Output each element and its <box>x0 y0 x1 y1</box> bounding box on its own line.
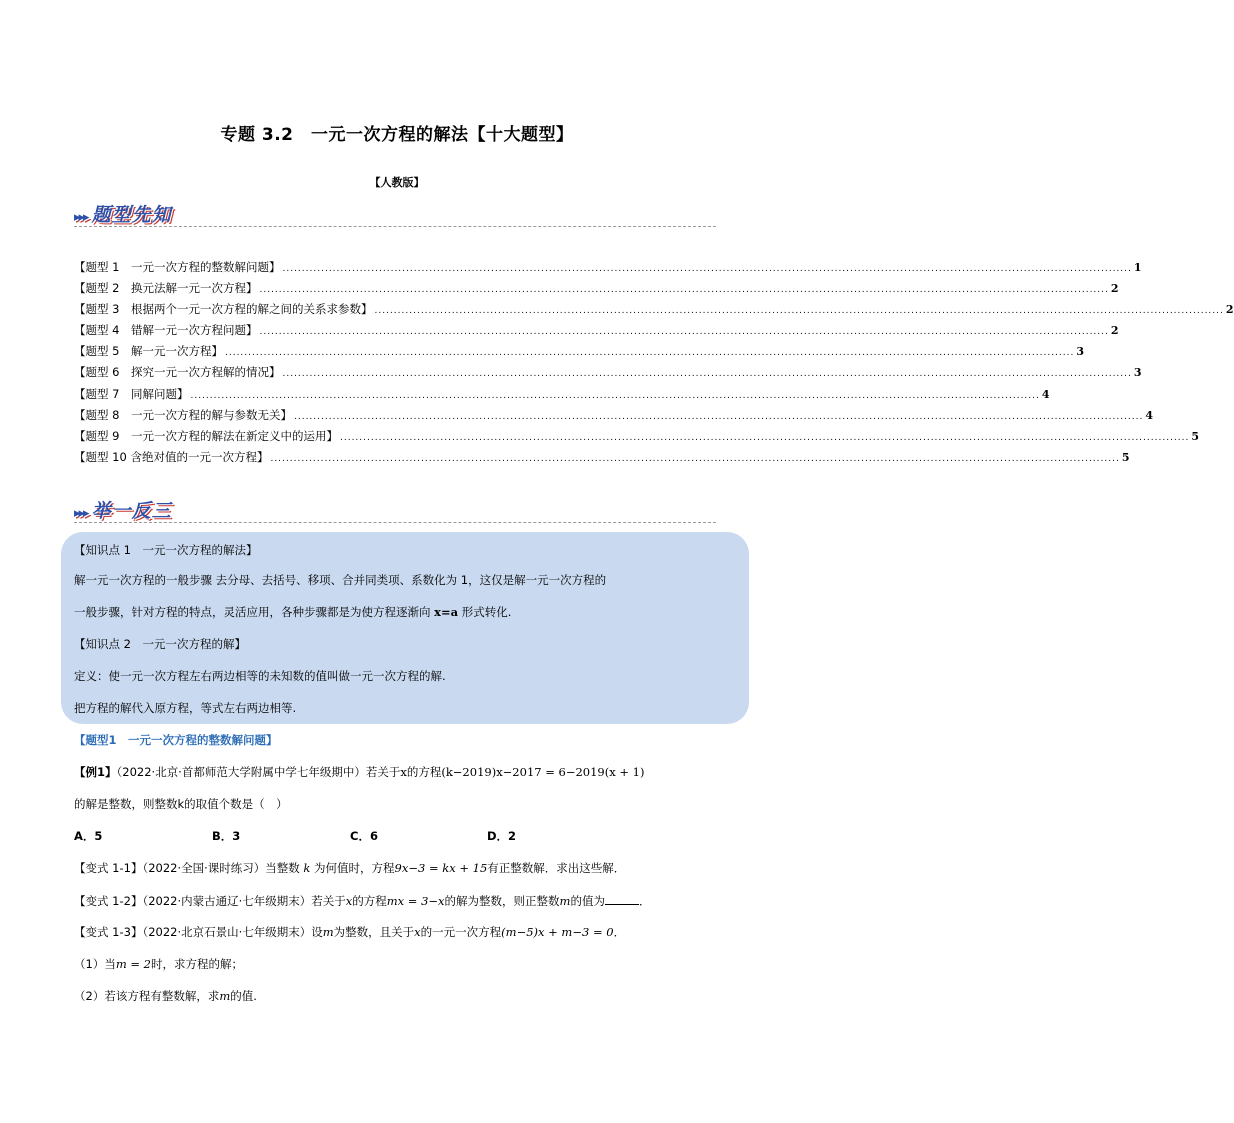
text-segment: 【变式 1-3】（2022·北京石景山·七年级期末）设 <box>74 925 323 939</box>
knowledge-1-title: 【知识点 1 一元一次方程的解法】 <box>74 543 258 557</box>
toc-item-page: 3 <box>1133 366 1142 380</box>
option-d: D．2 <box>487 829 517 843</box>
option-c: C．6 <box>350 829 378 843</box>
toc-item-page: 5 <box>1121 450 1130 464</box>
option-b: B．3 <box>212 829 241 843</box>
toc-item-label: 【题型 4 错解一元一次方程问题】 <box>74 323 258 338</box>
equation: mx = 3−x <box>386 894 445 908</box>
banner-topic-preview <box>74 200 172 226</box>
text-segment: 有正整数解．求出这些解． <box>487 861 626 875</box>
toc-leader-dots: ............................................................................................................................................................................................................................ <box>374 306 1224 317</box>
knowledge-2-line-2: 把方程的解代入原方程，等式左右两边相等. <box>74 701 297 715</box>
toc-item[interactable] <box>74 280 1119 301</box>
toc-item[interactable] <box>74 428 1200 449</box>
text-segment: 的方程 <box>352 894 387 908</box>
math-var: m <box>559 894 571 908</box>
knowledge-1-line-2 <box>74 604 511 620</box>
toc-item-page: 1 <box>1133 261 1142 274</box>
text-segment: ． <box>613 925 626 939</box>
section-heading: 【题型1 一元一次方程的整数解问题】 <box>74 733 278 747</box>
toc-item-page: 4 <box>1041 387 1050 401</box>
math-var: x <box>345 894 353 908</box>
text-segment: （2022·北京·首都师范大学附属中学七年级期中）若关于 <box>116 765 401 779</box>
text-segment: 的值为 <box>570 894 605 908</box>
math-var: m <box>322 925 334 939</box>
toc-item-label: 【题型 2 换元法解一元一次方程】 <box>74 281 258 296</box>
toc-leader-dots: ............................................................................................................................................................................................................................ <box>282 369 1132 380</box>
toc-leader-dots: ............................................................................................................................................................................................................................ <box>339 432 1190 443</box>
equation: (m−5)x + m−3 = 0 <box>501 925 614 939</box>
toc-item[interactable] <box>74 407 1154 428</box>
example-tag: 【例1】 <box>74 765 117 779</box>
toc-item-page: 2 <box>1110 324 1119 338</box>
text-segment: 的方程 <box>406 765 442 779</box>
toc-item[interactable] <box>74 386 1050 407</box>
toc-item-page: 3 <box>1076 345 1085 359</box>
toc-item[interactable] <box>74 301 1234 322</box>
toc-leader-dots: ............................................................................................................................................................................................................................ <box>293 411 1144 422</box>
text-segment: 时，求方程的解； <box>151 957 243 971</box>
text-segment: x=a <box>434 605 459 619</box>
knowledge-2-line-1: 定义：使一元一次方程左右两边相等的未知数的值叫做一元一次方程的解. <box>74 669 446 683</box>
toc-item-label: 【题型 9 一元一次方程的解法在新定义中的运用】 <box>74 428 338 443</box>
toc-item-page: 2 <box>1110 282 1119 296</box>
text-segment: （1）当 <box>74 957 116 971</box>
text-segment: 【变式 1-1】（2022·全国·课时练习）当整数 <box>74 861 304 875</box>
knowledge-2-title: 【知识点 2 一元一次方程的解】 <box>74 637 246 651</box>
triple-arrow-icon: ▸▸▸ <box>74 506 88 521</box>
equation: (k−2019)x−2017 = 6−2019(x + 1) <box>441 765 645 779</box>
text-segment: 为何值时，方程 <box>310 861 395 875</box>
toc-item[interactable] <box>74 259 1142 280</box>
banner-text: 题型先知 <box>91 204 172 226</box>
toc-item[interactable] <box>74 322 1119 343</box>
toc-item-label: 【题型 8 一元一次方程的解与参数无关】 <box>74 407 292 422</box>
toc-item-page: 5 <box>1191 429 1200 443</box>
text-segment: （2）若该方程有整数解，求 <box>74 989 220 1003</box>
text-segment: 的解为整数，则正整数 <box>444 894 560 908</box>
example-1-line-1 <box>74 764 644 780</box>
math-var: k <box>303 861 311 875</box>
toc-item[interactable] <box>74 364 1142 385</box>
text-segment: 一般步骤，针对方程的特点，灵活应用，各种步骤都是为使方程逐渐向 <box>74 605 435 619</box>
subquestion-1 <box>74 956 243 972</box>
edition-label: 【人教版】 <box>369 176 425 189</box>
toc-item[interactable] <box>74 343 1085 364</box>
toc-leader-dots: ............................................................................................................................................................................................................................ <box>190 390 1040 401</box>
dashed-divider <box>74 522 716 523</box>
dashed-divider <box>74 226 716 227</box>
variant-1-2 <box>74 892 650 909</box>
knowledge-1-line-1: 解一元一次方程的一般步骤 去分母、去括号、移项、合并同类项、系数化为 1，这仅是解一元一次方程的 <box>74 573 607 587</box>
toc-item-label: 【题型 10 含绝对值的一元一次方程】 <box>74 449 269 464</box>
toc-item[interactable] <box>74 449 1130 470</box>
banner-practice <box>74 496 172 522</box>
toc-item-label: 【题型 7 同解问题】 <box>74 386 189 401</box>
toc-leader-dots: ............................................................................................................................................................................................................................ <box>282 264 1132 274</box>
math-var: x <box>414 925 421 939</box>
toc-leader-dots: ............................................................................................................................................................................................................................ <box>270 453 1120 464</box>
text-segment: 的一元一次方程 <box>420 925 502 939</box>
text-segment: 为整数，且关于 <box>333 925 415 939</box>
toc-item-label: 【题型 6 探究一元一次方程解的情况】 <box>74 365 281 380</box>
option-a: A．5 <box>74 829 103 843</box>
text-segment: 形式转化. <box>458 605 512 619</box>
variant-1-1 <box>74 860 625 876</box>
text-segment: 【变式 1-2】（2022·内蒙古通辽·七年级期末）若关于 <box>74 894 346 908</box>
toc-leader-dots: ............................................................................................................................................................................................................................ <box>259 285 1109 296</box>
triple-arrow-icon: ▸▸▸ <box>74 210 88 225</box>
variant-1-3 <box>74 924 625 940</box>
toc-leader-dots: ............................................................................................................................................................................................................................ <box>224 348 1075 359</box>
toc-item-label: 【题型 1 一元一次方程的整数解问题】 <box>74 260 281 274</box>
toc-item-page: 2 <box>1225 303 1234 317</box>
answer-blank[interactable] <box>605 892 639 905</box>
toc-item-label: 【题型 5 解一元一次方程】 <box>74 344 223 359</box>
equation: 9x−3 = kx + 15 <box>394 861 488 875</box>
text-segment: ． <box>638 894 651 908</box>
toc-item-page: 4 <box>1145 408 1154 422</box>
equation: m = 2 <box>115 957 151 971</box>
example-1-line-2: 的解是整数，则整数k的取值个数是（ ） <box>74 797 288 811</box>
math-var: x <box>400 765 407 779</box>
banner-text: 举一反三 <box>91 500 172 522</box>
text-segment: 的值. <box>230 989 257 1003</box>
toc-item-label: 【题型 3 根据两个一元一次方程的解之间的关系求参数】 <box>74 302 373 317</box>
subquestion-2 <box>74 988 257 1004</box>
page-title: 专题 3.2 一元一次方程的解法【十大题型】 <box>220 125 574 145</box>
knowledge-box <box>61 532 749 724</box>
toc-leader-dots: ............................................................................................................................................................................................................................ <box>259 327 1109 338</box>
math-var: m <box>219 989 231 1003</box>
table-of-contents <box>74 259 1234 470</box>
